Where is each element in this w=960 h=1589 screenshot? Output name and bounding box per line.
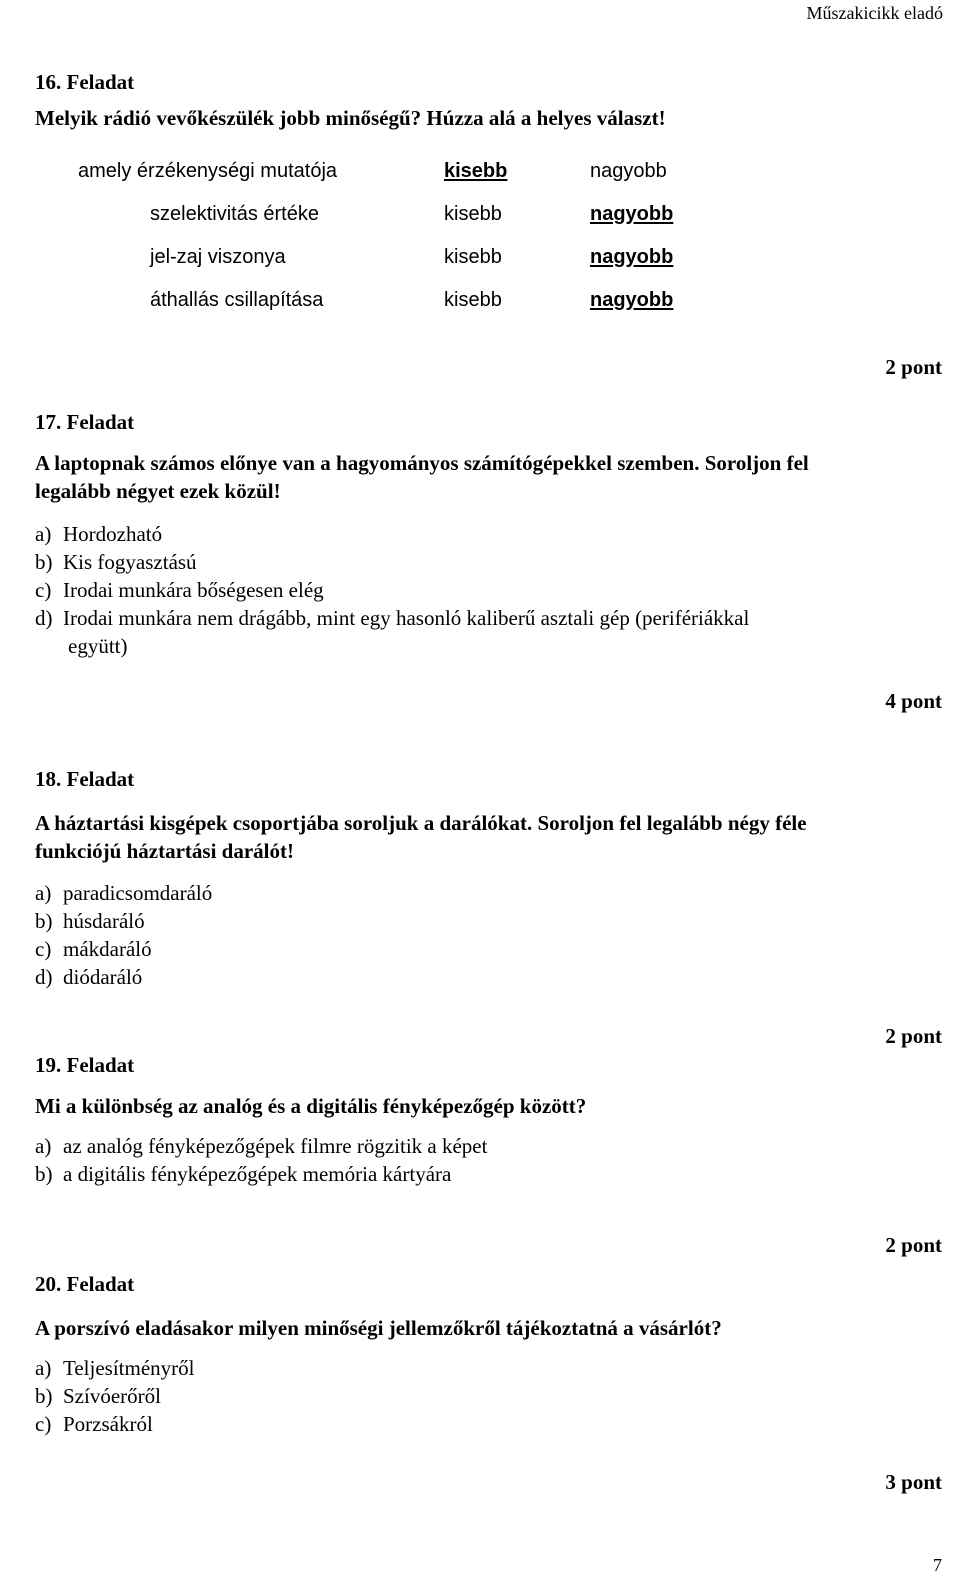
task-18-title: 18. Feladat bbox=[35, 767, 135, 791]
item-text: mákdaráló bbox=[63, 937, 152, 961]
item-label: c) bbox=[35, 1412, 52, 1436]
task-19-points: 2 pont bbox=[885, 1233, 942, 1257]
task-17-title: 17. Feladat bbox=[35, 410, 135, 434]
item-text: húsdaráló bbox=[63, 909, 145, 933]
item-label: a) bbox=[35, 522, 52, 546]
item-label: b) bbox=[35, 1162, 53, 1186]
item-text: Szívóerőről bbox=[63, 1384, 161, 1408]
item-text: Teljesítményről bbox=[63, 1356, 195, 1380]
option-nagyobb[interactable]: nagyobb bbox=[590, 160, 667, 182]
item-label: c) bbox=[35, 578, 52, 602]
task-18-question-line2: funkciójú háztartási darálót! bbox=[35, 839, 294, 863]
task-19-title: 19. Feladat bbox=[35, 1053, 135, 1077]
item-label: a) bbox=[35, 1134, 52, 1158]
option-kisebb[interactable]: kisebb bbox=[444, 246, 502, 268]
item-label: d) bbox=[35, 606, 53, 630]
task-16-title: 16. Feladat bbox=[35, 70, 135, 94]
task-20-title: 20. Feladat bbox=[35, 1272, 135, 1296]
task-19-question: Mi a különbség az analóg és a digitális fényképezőgép között? bbox=[35, 1094, 587, 1118]
item-text: Irodai munkára bőségesen elég bbox=[63, 578, 324, 602]
item-text: paradicsomdaráló bbox=[63, 881, 213, 905]
task-20-points: 3 pont bbox=[885, 1470, 942, 1494]
item-text: Porzsákról bbox=[63, 1412, 153, 1436]
page-number: 7 bbox=[933, 1555, 942, 1575]
option-kisebb[interactable]: kisebb bbox=[444, 203, 502, 225]
table-row-label: áthallás csillapítása bbox=[150, 289, 324, 311]
task-20-question: A porszívó eladásakor milyen minőségi jellemzőkről tájékoztatná a vásárlót? bbox=[35, 1316, 722, 1340]
item-text: Hordozható bbox=[63, 522, 163, 546]
item-label: a) bbox=[35, 881, 52, 905]
item-label: b) bbox=[35, 1384, 53, 1408]
option-kisebb-selected[interactable]: kisebb bbox=[444, 160, 508, 182]
item-label: a) bbox=[35, 1356, 52, 1380]
option-kisebb[interactable]: kisebb bbox=[444, 289, 502, 311]
page-header: Műszakicikk eladó bbox=[806, 3, 943, 23]
option-nagyobb-selected[interactable]: nagyobb bbox=[590, 246, 674, 268]
task-17-points: 4 pont bbox=[885, 689, 942, 713]
table-row-label: amely érzékenységi mutatója bbox=[78, 160, 338, 182]
option-nagyobb-selected[interactable]: nagyobb bbox=[590, 203, 674, 225]
option-nagyobb-selected[interactable]: nagyobb bbox=[590, 289, 674, 311]
item-label: b) bbox=[35, 909, 53, 933]
task-18-points: 2 pont bbox=[885, 1024, 942, 1048]
item-text: a digitális fényképezőgépek memória kártyára bbox=[63, 1162, 452, 1186]
item-label: b) bbox=[35, 550, 53, 574]
item-text: az analóg fényképezőgépek filmre rögzitik a képet bbox=[63, 1134, 488, 1158]
item-text-continued: együtt) bbox=[68, 634, 128, 658]
item-label: d) bbox=[35, 965, 53, 989]
item-text: Irodai munkára nem drágább, mint egy hasonló kaliberű asztali gép (perifériákkal bbox=[63, 606, 750, 630]
task-17-question-line2: legalább négyet ezek közül! bbox=[35, 479, 281, 503]
item-text: diódaráló bbox=[63, 965, 143, 989]
task-18-question-line1: A háztartási kisgépek csoportjába soroljuk a darálókat. Soroljon fel legalább négy féle bbox=[35, 811, 807, 835]
table-row-label: jel-zaj viszonya bbox=[150, 246, 286, 268]
item-text: Kis fogyasztású bbox=[63, 550, 197, 574]
item-label: c) bbox=[35, 937, 52, 961]
task-16-points: 2 pont bbox=[885, 355, 942, 379]
task-16-question: Melyik rádió vevőkészülék jobb minőségű? Húzza alá a helyes választ! bbox=[35, 106, 666, 130]
table-row-label: szelektivitás értéke bbox=[150, 203, 319, 225]
task-17-question-line1: A laptopnak számos előnye van a hagyományos számítógépekkel szemben. Soroljon fel bbox=[35, 451, 809, 475]
